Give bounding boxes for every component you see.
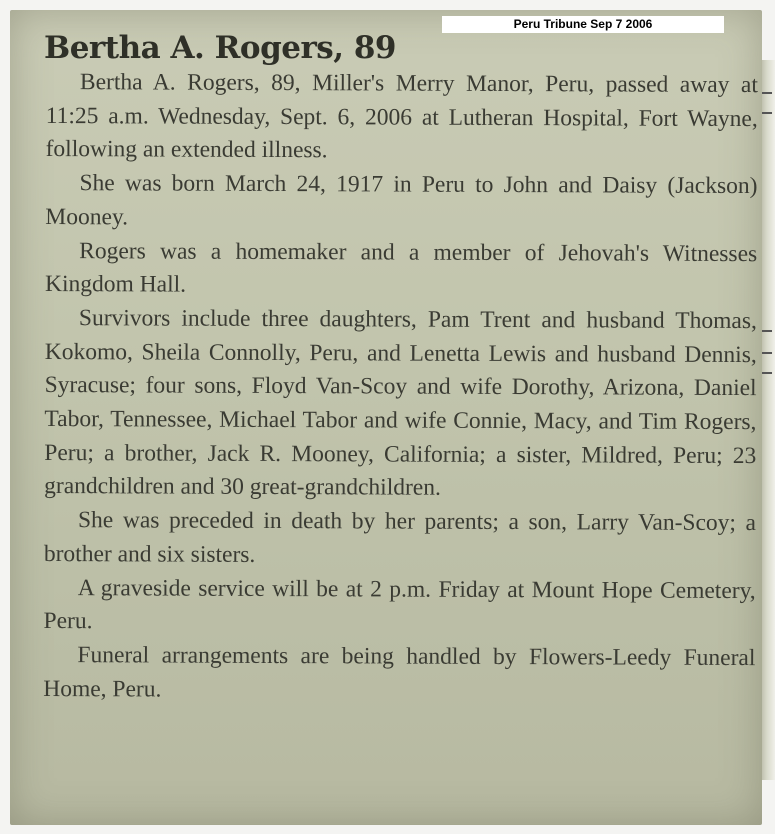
obituary-paragraph: She was preceded in death by her parents; a son, Larry Van-Scoy; a brother and six sisters. xyxy=(43,507,757,568)
source-caption: Peru Tribune Sep 7 2006 xyxy=(442,16,724,33)
obituary-paragraph: A graveside service will be at 2 p.m. Friday at Mount Hope Cemetery, Peru. xyxy=(43,574,756,635)
obituary-body xyxy=(43,66,758,709)
newspaper-clipping xyxy=(10,10,762,825)
obituary-paragraph: Funeral arrangements are being handled by Flowers-Leedy Funeral Home, Peru. xyxy=(43,642,756,703)
obituary-paragraph: Survivors include three daughters, Pam Trent and husband Thomas, Kokomo, Sheila Connolly, Peru, and Lenetta Lewis and husband Dennis, Syracuse; four sons, Floyd Van-Scoy and wife Dorothy, Arizona, Daniel Tabor, Tennessee, Michael Tabor and wife Connie, Macy, and Tim Rogers, Peru; a brother, Jack R. Mooney, California; a sister, Mildred, Peru; 23 grandchildren and 30 great-grandchildren. xyxy=(44,305,757,502)
obituary-headline: Bertha A. Rogers, 89 xyxy=(44,30,396,66)
obituary-paragraph: Bertha A. Rogers, 89, Miller's Merry Manor, Peru, passed away at 11:25 a.m. Wednesday, Sept. 6, 2006 at Lutheran Hospital, Fort Wayne, following an extended illness. xyxy=(45,69,758,164)
obituary-paragraph: Rogers was a homemaker and a member of Jehovah's Witnesses Kingdom Hall. xyxy=(44,237,758,298)
obituary-paragraph: She was born March 24, 1917 in Peru to John and Daisy (Jackson) Mooney. xyxy=(45,170,758,231)
